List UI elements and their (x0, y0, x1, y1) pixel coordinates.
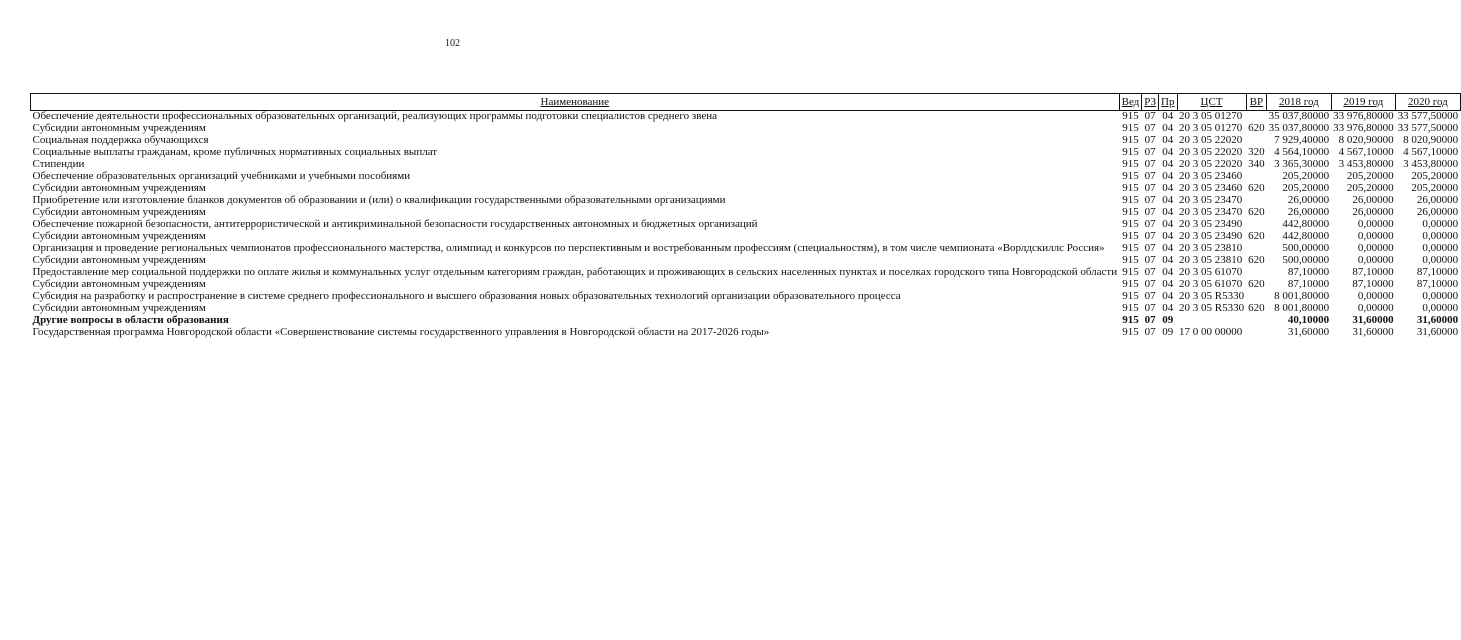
cell-vr: 320 (1248, 146, 1265, 158)
cell-cst: 20 3 05 61070 (1179, 266, 1243, 278)
cell-2018: 26,00000 (1287, 194, 1330, 206)
cell-2019: 33 976,80000 (1333, 122, 1394, 134)
table-row (31, 303, 1461, 315)
cell-rz: 07 (1144, 146, 1156, 158)
cell-rz: 07 (1144, 122, 1156, 134)
cell-2020: 0,00000 (1422, 302, 1459, 314)
cell-rz: 07 (1144, 170, 1156, 182)
cell-ved: 915 (1122, 110, 1139, 122)
cell-cst: 20 3 05 22020 (1179, 146, 1243, 158)
cell-2019: 33 976,80000 (1333, 110, 1394, 122)
cell-cst: 20 3 05 22020 (1179, 134, 1243, 146)
cell-2019: 87,10000 (1352, 266, 1394, 278)
cell-rz: 07 (1144, 302, 1156, 314)
cell-2020: 3 453,80000 (1403, 158, 1459, 170)
table-row (31, 267, 1461, 279)
cell-rz: 07 (1144, 158, 1156, 170)
header-name: Наименование (31, 94, 1120, 111)
cell-pr: 04 (1162, 170, 1174, 182)
cell-name: Стипендии (32, 158, 85, 170)
cell-2019: 0,00000 (1357, 290, 1394, 302)
cell-name: Обеспечение деятельности профессиональных образовательных организаций, реализующих программы подготовки специалистов среднего звена (32, 110, 717, 122)
cell-2018: 3 365,30000 (1274, 158, 1330, 170)
cell-rz: 07 (1144, 242, 1156, 254)
cell-name: Субсидии автономным учреждениям (32, 122, 206, 134)
cell-2018: 442,80000 (1282, 218, 1330, 230)
cell-2018: 35 037,80000 (1268, 110, 1330, 122)
cell-rz: 07 (1144, 230, 1156, 242)
cell-2019: 4 567,10000 (1338, 146, 1394, 158)
cell-cst: 20 3 05 23470 (1179, 194, 1243, 206)
table-row (31, 327, 1461, 339)
cell-2019: 26,00000 (1352, 206, 1394, 218)
cell-2019: 8 020,90000 (1338, 134, 1394, 146)
cell-vr: 620 (1248, 278, 1265, 290)
page-number: 102 (445, 38, 460, 49)
cell-2020: 205,20000 (1411, 170, 1459, 182)
cell-rz: 07 (1144, 134, 1156, 146)
cell-2018: 8 001,80000 (1274, 302, 1330, 314)
cell-2020: 205,20000 (1411, 182, 1459, 194)
cell-name: Предоставление мер социальной поддержки по оплате жилья и коммунальных услуг отдельным категориям граждан, работающих и проживающих в сельских населенных пунктах и поселках городского типа Новгородской области (32, 266, 1118, 278)
cell-cst: 17 0 00 00000 (1179, 326, 1243, 338)
cell-vr: 620 (1248, 206, 1265, 218)
cell-cst: 20 3 05 23490 (1179, 218, 1243, 230)
cell-ved: 915 (1122, 194, 1139, 206)
cell-2020: 0,00000 (1422, 230, 1459, 242)
cell-2020: 4 567,10000 (1403, 146, 1459, 158)
cell-name: Субсидии автономным учреждениям (32, 182, 206, 194)
cell-rz: 07 (1144, 314, 1156, 326)
cell-rz: 07 (1144, 290, 1156, 302)
cell-pr: 04 (1162, 254, 1174, 266)
cell-2020: 31,60000 (1416, 326, 1459, 338)
cell-2018: 205,20000 (1282, 170, 1330, 182)
cell-name: Социальная поддержка обучающихся (32, 134, 209, 146)
cell-ved: 915 (1122, 134, 1139, 146)
header-vr: ВР (1246, 94, 1267, 111)
cell-2018: 35 037,80000 (1268, 122, 1330, 134)
cell-ved: 915 (1122, 302, 1139, 314)
cell-2018: 87,10000 (1287, 266, 1330, 278)
header-2020: 2020 год (1396, 94, 1461, 111)
cell-2019: 0,00000 (1357, 302, 1394, 314)
cell-ved: 915 (1122, 266, 1139, 278)
cell-pr: 04 (1162, 218, 1174, 230)
cell-2019: 31,60000 (1352, 314, 1394, 326)
cell-ved: 915 (1122, 254, 1139, 266)
cell-pr: 04 (1162, 230, 1174, 242)
cell-cst: 20 3 05 23810 (1179, 242, 1243, 254)
cell-2018: 442,80000 (1282, 230, 1330, 242)
cell-vr: 620 (1248, 230, 1265, 242)
cell-vr: 620 (1248, 302, 1265, 314)
cell-cst: 20 3 05 22020 (1179, 158, 1243, 170)
cell-2019: 205,20000 (1346, 170, 1394, 182)
cell-cst: 20 3 05 01270 (1179, 110, 1243, 122)
cell-2018: 26,00000 (1287, 206, 1330, 218)
cell-cst: 20 3 05 61070 (1179, 278, 1243, 290)
cell-name: Организация и проведение региональных чемпионатов профессионального мастерства, олимпиад и конкурсов по перспективным и востребованным профессиям (специальностям), в том числе чемпионата «Ворлдскиллс Россия» (32, 242, 1105, 254)
cell-2020: 33 577,50000 (1397, 122, 1459, 134)
cell-rz: 07 (1144, 266, 1156, 278)
cell-cst: 20 3 05 R5330 (1179, 302, 1245, 314)
cell-name: Субсидии автономным учреждениям (32, 254, 206, 266)
table-header-row (31, 94, 1461, 111)
cell-pr: 04 (1162, 194, 1174, 206)
cell-ved: 915 (1122, 278, 1139, 290)
cell-2019: 0,00000 (1357, 218, 1394, 230)
cell-cst: 20 3 05 01270 (1179, 122, 1243, 134)
cell-rz: 07 (1144, 218, 1156, 230)
cell-2018: 500,00000 (1282, 242, 1330, 254)
cell-pr: 04 (1162, 266, 1174, 278)
cell-2020: 87,10000 (1416, 266, 1459, 278)
header-2018: 2018 год (1267, 94, 1332, 111)
cell-2019: 0,00000 (1357, 230, 1394, 242)
header-pr: Пр (1159, 94, 1177, 111)
cell-name: Другие вопросы в области образования (32, 314, 229, 326)
cell-pr: 04 (1162, 302, 1174, 314)
cell-2020: 0,00000 (1422, 242, 1459, 254)
budget-table (30, 93, 1461, 339)
cell-vr (1246, 327, 1267, 339)
cell-ved: 915 (1122, 326, 1139, 338)
cell-ved: 915 (1122, 170, 1139, 182)
cell-2018: 205,20000 (1282, 182, 1330, 194)
cell-vr: 620 (1248, 254, 1265, 266)
cell-ved: 915 (1122, 182, 1139, 194)
cell-ved: 915 (1122, 158, 1139, 170)
cell-2020: 87,10000 (1416, 278, 1459, 290)
table-row (31, 195, 1461, 207)
cell-rz: 07 (1144, 326, 1156, 338)
cell-2019: 205,20000 (1346, 182, 1394, 194)
cell-name: Обеспечение пожарной безопасности, антитеррористической и антикриминальной безопасности государственных автономных и бюджетных организаций (32, 218, 758, 230)
cell-rz: 07 (1144, 254, 1156, 266)
cell-name: Государственная программа Новгородской области «Совершенствование системы государственного управления в Новгородской области на 2017-2026 годы» (32, 326, 770, 338)
cell-ved: 915 (1122, 206, 1139, 218)
cell-ved: 915 (1122, 122, 1139, 134)
cell-2020: 0,00000 (1422, 290, 1459, 302)
cell-2019: 87,10000 (1352, 278, 1394, 290)
cell-2020: 26,00000 (1416, 206, 1459, 218)
cell-cst: 20 3 05 R5330 (1179, 290, 1245, 302)
cell-2019: 0,00000 (1357, 254, 1394, 266)
table-body (31, 111, 1461, 340)
cell-2020: 26,00000 (1416, 194, 1459, 206)
cell-2020: 0,00000 (1422, 218, 1459, 230)
cell-cst: 20 3 05 23460 (1179, 182, 1243, 194)
cell-vr: 620 (1248, 122, 1265, 134)
cell-pr: 04 (1162, 122, 1174, 134)
cell-2018: 4 564,10000 (1274, 146, 1330, 158)
cell-pr: 04 (1162, 278, 1174, 290)
cell-pr: 04 (1162, 290, 1174, 302)
cell-cst: 20 3 05 23490 (1179, 230, 1243, 242)
cell-pr: 09 (1162, 326, 1174, 338)
cell-name: Субсидии автономным учреждениям (32, 302, 206, 314)
header-2019: 2019 год (1331, 94, 1396, 111)
cell-2018: 7 929,40000 (1274, 134, 1330, 146)
cell-pr: 09 (1162, 314, 1174, 326)
cell-pr: 04 (1162, 182, 1174, 194)
cell-pr: 04 (1162, 134, 1174, 146)
cell-cst: 20 3 05 23460 (1179, 170, 1243, 182)
cell-ved: 915 (1122, 314, 1139, 326)
cell-pr: 04 (1162, 242, 1174, 254)
header-rz: РЗ (1142, 94, 1159, 111)
cell-rz: 07 (1144, 206, 1156, 218)
cell-2019: 26,00000 (1352, 194, 1394, 206)
cell-2020: 31,60000 (1416, 314, 1459, 326)
cell-2018: 40,10000 (1287, 314, 1330, 326)
cell-rz: 07 (1144, 194, 1156, 206)
cell-name: Приобретение или изготовление бланков документов об образовании и (или) о квалификации государственными образовательными организациями (32, 194, 726, 206)
cell-2020: 8 020,90000 (1403, 134, 1459, 146)
cell-pr: 04 (1162, 158, 1174, 170)
header-ved: Вед (1119, 94, 1142, 111)
cell-2018: 87,10000 (1287, 278, 1330, 290)
cell-name: Обеспечение образовательных организаций учебниками и учебными пособиями (32, 170, 411, 182)
cell-rz: 07 (1144, 182, 1156, 194)
table-row (31, 123, 1461, 135)
cell-cst: 20 3 05 23810 (1179, 254, 1243, 266)
table-row (31, 243, 1461, 255)
cell-2020: 33 577,50000 (1397, 110, 1459, 122)
cell-ved: 915 (1122, 146, 1139, 158)
cell-rz: 07 (1144, 278, 1156, 290)
cell-ved: 915 (1122, 218, 1139, 230)
table-row (31, 147, 1461, 159)
cell-vr: 620 (1248, 182, 1265, 194)
cell-cst: 20 3 05 23470 (1179, 206, 1243, 218)
cell-name: Субсидии автономным учреждениям (32, 230, 206, 242)
cell-2019: 3 453,80000 (1338, 158, 1394, 170)
table-row (31, 219, 1461, 231)
cell-name: Социальные выплаты гражданам, кроме публичных нормативных социальных выплат (32, 146, 438, 158)
cell-name: Субсидии автономным учреждениям (32, 206, 206, 218)
cell-name: Субсидия на разработку и распространение в системе среднего профессионального и высшего образования новых образовательных технологий организации образовательного процесса (32, 290, 901, 302)
cell-ved: 915 (1122, 290, 1139, 302)
cell-rz: 07 (1144, 110, 1156, 122)
cell-vr (1246, 315, 1267, 327)
cell-2018: 31,60000 (1287, 326, 1330, 338)
cell-2018: 8 001,80000 (1274, 290, 1330, 302)
cell-name: Субсидии автономным учреждениям (32, 278, 206, 290)
cell-ved: 915 (1122, 242, 1139, 254)
cell-pr: 04 (1162, 206, 1174, 218)
header-cst: ЦСТ (1177, 94, 1246, 111)
cell-2019: 31,60000 (1352, 326, 1394, 338)
cell-pr: 04 (1162, 110, 1174, 122)
cell-2020: 0,00000 (1422, 254, 1459, 266)
table-row (31, 111, 1461, 124)
cell-pr: 04 (1162, 146, 1174, 158)
cell-ved: 915 (1122, 230, 1139, 242)
cell-2018: 500,00000 (1282, 254, 1330, 266)
cell-2019: 0,00000 (1357, 242, 1394, 254)
table-row (31, 171, 1461, 183)
table-row (31, 291, 1461, 303)
cell-vr: 340 (1248, 158, 1265, 170)
